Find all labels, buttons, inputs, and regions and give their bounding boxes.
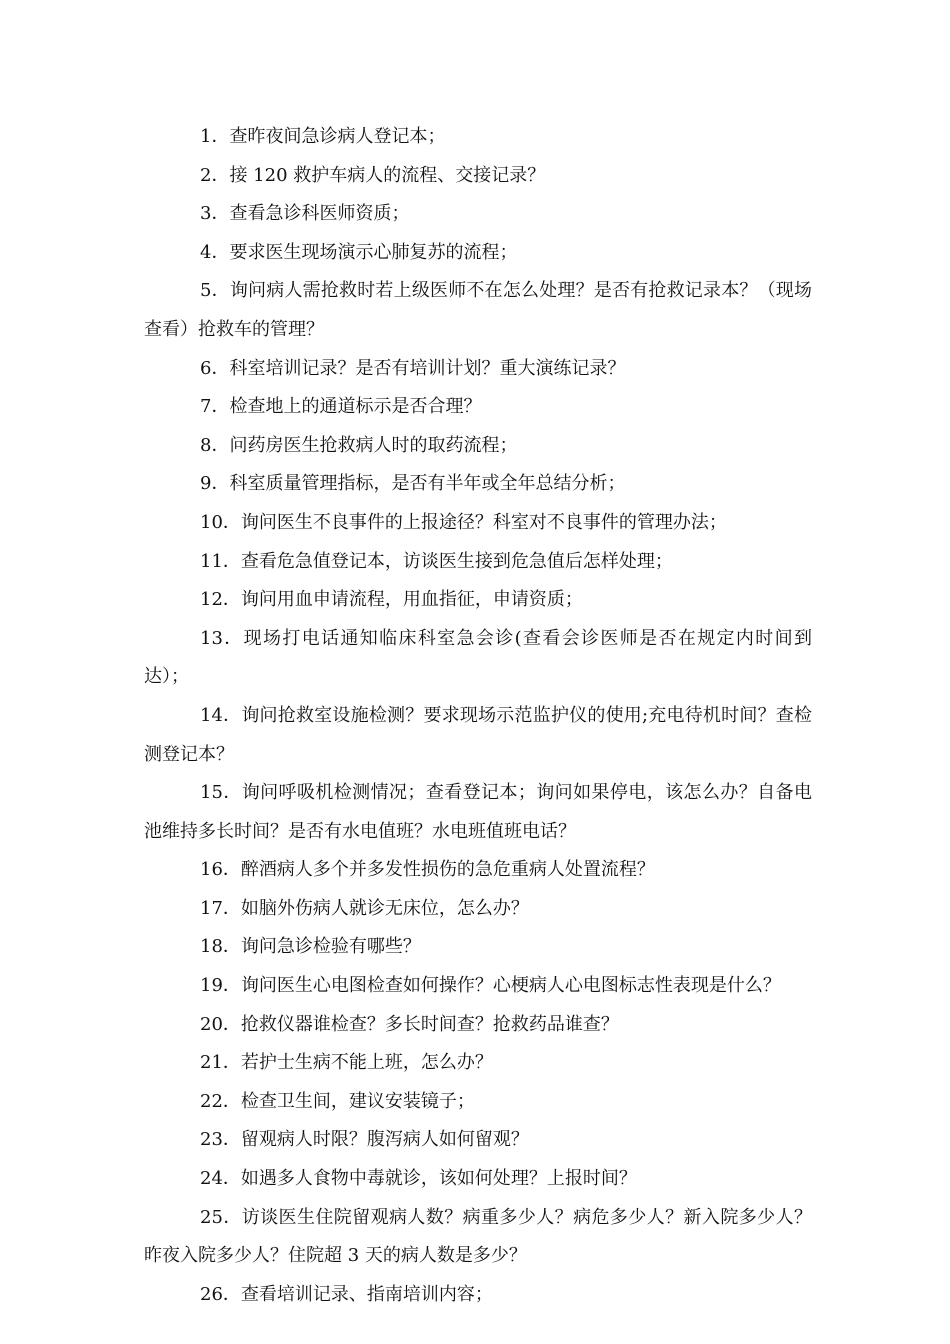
list-item: 1．查昨夜间急诊病人登记本； bbox=[200, 126, 446, 147]
list-item: 24．如遇多人食物中毒就诊，该如何处理？上报时间？ bbox=[200, 1168, 637, 1190]
list-item: 18．询问急诊检验有哪些？ bbox=[200, 936, 421, 958]
list-item: 11．查看危急值登记本，访谈医生接到危急值后怎样处理； bbox=[200, 550, 673, 572]
list-item: 21．若护士生病不能上班，怎么办？ bbox=[200, 1052, 493, 1074]
list-item: 2．接 120 救护车病人的流程、交接记录？ bbox=[200, 164, 546, 186]
list-item: 13．现场打电话通知临床科室急会诊(查看会诊医师是否在规定内时间到达）； bbox=[144, 627, 812, 688]
list-item: 26．查看培训记录、指南培训内容； bbox=[200, 1283, 493, 1305]
list-item: 22．检查卫生间，建议安装镜子； bbox=[200, 1090, 475, 1112]
list-item: 12．询问用血申请流程，用血指征，申请资质； bbox=[200, 589, 583, 611]
list-item: 10．询问医生不良事件的上报途径？科室对不良事件的管理办法； bbox=[200, 511, 727, 533]
list-item: 25．访谈医生住院留观病人数？病重多少人？病危多少人？新入院多少人？昨夜入院多少人？住院超 3 天的病人数是多少？ bbox=[144, 1206, 812, 1267]
list-item: 3．查看急诊科医师资质； bbox=[200, 203, 410, 225]
list-item: 5．询问病人需抢救时若上级医师不在怎么处理？是否有抢救记录本？（现场查看）抢救车的管理？ bbox=[144, 280, 812, 340]
inspection-question-list bbox=[144, 118, 812, 1314]
list-item: 6．科室培训记录？是否有培训计划？重大演练记录？ bbox=[200, 357, 626, 379]
list-item: 9．科室质量管理指标，是否有半年或全年总结分析； bbox=[200, 473, 626, 495]
list-item: 14．询问抢救室设施检测？要求现场示范监护仪的使用;充电待机时间？查检测登记本？ bbox=[144, 704, 812, 765]
list-item: 17．如脑外伤病人就诊无床位，怎么办？ bbox=[200, 897, 529, 919]
list-item: 7．检查地上的通道标示是否合理？ bbox=[200, 396, 482, 418]
list-item: 23．留观病人时限？腹泻病人如何留观？ bbox=[200, 1129, 529, 1151]
list-item: 4．要求医生现场演示心肺复苏的流程； bbox=[200, 241, 518, 263]
list-item: 16．醉酒病人多个并多发性损伤的急危重病人处置流程？ bbox=[200, 859, 655, 881]
list-item: 8．问药房医生抢救病人时的取药流程； bbox=[200, 434, 518, 456]
list-item: 20．抢救仪器谁检查？多长时间查？抢救药品谁查？ bbox=[200, 1013, 619, 1035]
list-item: 19．询问医生心电图检查如何操作？心梗病人心电图标志性表现是什么？ bbox=[200, 975, 781, 997]
list-item: 15．询问呼吸机检测情况；查看登记本；询问如果停电，该怎么办？自备电池维持多长时间？是否有水电值班？水电班值班电话？ bbox=[144, 782, 812, 842]
